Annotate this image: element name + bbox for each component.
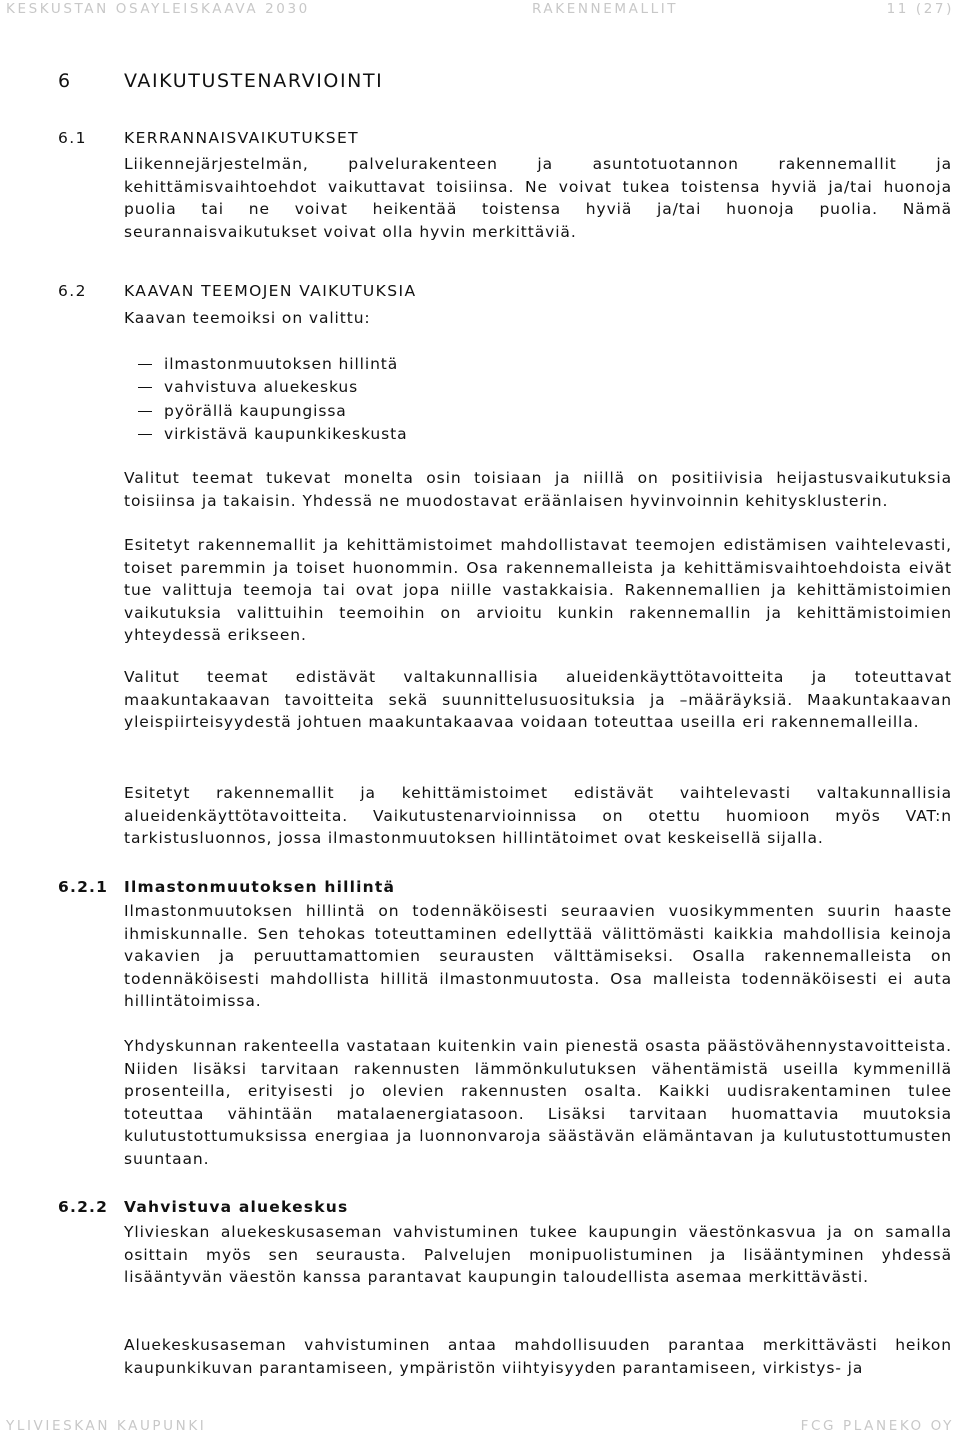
list-item: virkistävä kaupunkikeskusta (138, 423, 738, 446)
header-chapter-title: RAKENNEMALLIT (532, 1, 679, 17)
running-header (0, 0, 960, 18)
section-6-2-number: 6.2 (58, 282, 87, 300)
section-6-1-number: 6.1 (58, 129, 87, 147)
section-6-2-paragraph-3: Valitut teemat edistävät valtakunnallisia alueidenkäyttötavoitteita ja toteuttavat maakuntakaavan tavoitteita sekä suunnittelusuosituksia ja –määräyksiä. Maakuntakaavan yleispiirteisyydestä johtuen maakuntakaavaa voidaan toteuttaa useilla eri rakennemalleilla. (124, 668, 952, 731)
section-6-2-2-paragraph-1: Ylivieskan aluekeskusaseman vahvistuminen tukee kaupungin väestönkasvua ja on samalla osittain myös sen seurausta. Palvelujen monipuolistuminen ja lisääntyminen yhdessä lisääntyvän väestön kanssa parantavat kaupungin taloudellista asemaa merkittävästi. (124, 1223, 952, 1286)
theme-list (138, 353, 738, 446)
section-6-number: 6 (58, 70, 72, 92)
dash-bullet (138, 434, 152, 435)
section-6-title: VAIKUTUSTENARVIOINTI (124, 70, 384, 92)
list-item: vahvistuva aluekeskus (138, 376, 738, 399)
dash-bullet (138, 387, 152, 388)
section-6-2-1-paragraph-1: Ilmastonmuutoksen hillintä on todennäköisesti seuraavien vuosikymmenten suurin haaste ihmiskunnalle. Sen tehokas toteuttaminen edellyttää välittömästi kaikkia mahdollisia keinoja vakavien ja peruuttamattomien seurausten välttämiseksi. Osalla rakennemalleista on todennäköisesti mahdollista hillitä ilmastonmuutosta. Osa malleista todennäköisesti ei auta hillintätoimissa. (124, 902, 952, 1010)
header-document-title: KESKUSTAN OSAYLEISKAAVA 2030 (6, 1, 310, 17)
section-6-2-paragraph-1: Valitut teemat tukevat monelta osin toisiaan ja niillä on positiivisia heijastusvaikutuksia toisiinsa ja takaisin. Yhdessä ne muodostavat eräänlaisen hyvinvoinnin kehitysklusterin. (124, 469, 952, 510)
section-6-2-title: KAAVAN TEEMOJEN VAIKUTUKSIA (124, 282, 417, 300)
section-6-1-title: KERRANNAISVAIKUTUKSET (124, 129, 360, 147)
section-6-1-paragraph: Liikennejärjestelmän, palvelurakenteen ja asuntotuotannon rakennemallit ja kehittämisvaihtoehdot vaikuttavat toisiinsa. Ne voivat tukea toistensa hyviä ja/tai huonoja puolia tai ne voivat heikentää toistensa hyviä ja/tai huonoja puolia. Nämä seurannaisvaikutukset voivat olla hyvin merkittäviä. (124, 155, 952, 241)
list-item: ilmastonmuutoksen hillintä (138, 353, 738, 376)
section-6-2-intro: Kaavan teemoiksi on valittu: (124, 309, 371, 327)
section-6-2-paragraph-4: Esitetyt rakennemallit ja kehittämistoimet edistävät vaihtelevasti valtakunnallisia alueidenkäyttötavoitteita. Vaikutustenarvioinnissa on otettu huomioon myös VAT:n tarkistusluonnos, jossa ilmastonmuutoksen hillintätoimet ovat keskeisellä sijalla. (124, 784, 952, 847)
section-6-2-1-paragraph-2: Yhdyskunnan rakenteella vastataan kuitenkin vain pienestä osasta päästövähennystavoitteista. Niiden lisäksi tarvitaan rakennusten lämmönkulutuksen vähentämistä useilla kymmenillä prosenteilla, erityisesti jo olevien rakennusten osalta. Kaikki uudisrakentaminen tulee toteuttaa vähintään matalaenergiatasoon. Lisäksi tarvitaan huomattavia muutoksia kulutustottumuksissa energiaa ja luonnonvaroja säästävän elämäntavan ja kulutustottumusten suuntaan. (124, 1037, 952, 1168)
section-6-2-paragraph-2: Esitetyt rakennemallit ja kehittämistoimet mahdollistavat teemojen edistämisen vaihtelevasti, toiset paremmin ja toiset huonommin. Osa rakennemalleista ja kehittämisvaihtoehdoista eivät tue valittuja teemoja tai ovat jopa niille vastakkaisia. Rakennemallien ja kehittämistoimien vaikutuksia valittuihin teemoihin on arvioitu kunkin rakennemallin ja kehittämistoimien yhteydessä erikseen. (124, 536, 952, 644)
footer-company: FCG PLANEKO OY (800, 1418, 954, 1434)
running-footer (0, 1417, 960, 1435)
section-6-2-1-number: 6.2.1 (58, 878, 109, 896)
section-6-2-2-number: 6.2.2 (58, 1198, 109, 1216)
section-6-2-2-paragraph-2: Aluekeskusaseman vahvistuminen antaa mahdollisuuden parantaa merkittävästi heikon kaupunkikuvan parantamiseen, ympäristön viihtyisyyden parantamiseen, virkistys- ja (124, 1336, 952, 1377)
list-item: pyörällä kaupungissa (138, 400, 738, 423)
dash-bullet (138, 411, 152, 412)
section-6-2-1-title: Ilmastonmuutoksen hillintä (124, 878, 396, 896)
footer-municipality: YLIVIESKAN KAUPUNKI (6, 1418, 207, 1434)
dash-bullet (138, 364, 152, 365)
header-page-number: 11 (27) (886, 1, 954, 17)
section-6-2-2-title: Vahvistuva aluekeskus (124, 1198, 349, 1216)
